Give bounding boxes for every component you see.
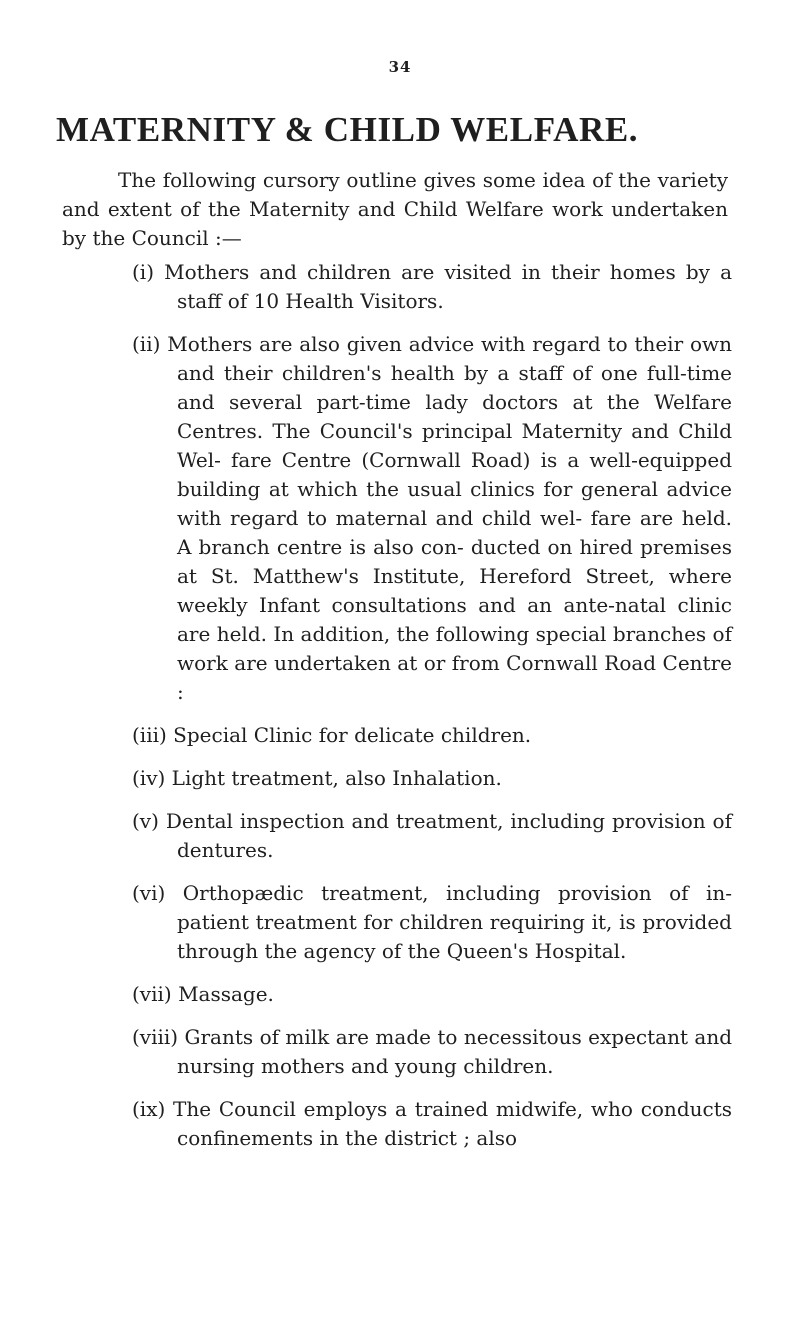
item-text: The Council employs a trained midwife, who conducts confinements in the district ; also [173,1097,732,1150]
list-item [132,258,732,316]
list-item [132,764,732,793]
list-item [132,980,732,1009]
item-number: (vii) [132,982,172,1006]
item-text: Grants of milk are made to necessitous expectant and nursing mothers and young children. [177,1025,733,1078]
list-item [132,807,732,865]
services-list [132,258,732,1167]
intro-paragraph: The following cursory outline gives some idea of the variety and extent of the Maternity and Child Welfare work undertaken by the Council :— [62,168,728,250]
item-text: Orthopædic treatment, including provision of in-patient treatment for children requiring it, is provided through the agency of the Queen's Hospital. [177,881,732,963]
item-number: (i) [132,260,155,284]
list-item [132,721,732,750]
page-title: MATERNITY & CHILD WELFARE. [56,110,639,149]
item-number: (v) [132,809,159,833]
item-number: (iii) [132,723,167,747]
item-number: (vi) [132,881,166,905]
page-number: 34 [388,58,412,76]
item-number: (ix) [132,1097,166,1121]
item-text: Light treatment, also Inhalation. [171,766,502,790]
list-item [132,1095,732,1153]
item-text: Special Clinic for delicate children. [173,723,532,747]
list-item [132,1023,732,1081]
item-text: Mothers are also given advice with regard to their own and their children's health by a staff of one full-time and several part-time lady doctors at the Welfare Centres. The Council's principal Maternity and Child Wel- fare Centre (Cornwall Road) is a well-equipped building at which the usual clinics for general advice with regard to maternal and child wel- fare are held. A branch centre is also con- ducted on hired premises at St. Matthew's Institute, Hereford Street, where weekly Infant consultations and an ante-natal clinic are held. In addition, the following special branches of work are undertaken at or from Cornwall Road Centre : [167,332,732,704]
item-number: (iv) [132,766,166,790]
item-number: (ii) [132,332,161,356]
item-text: Massage. [178,982,274,1006]
item-text: Mothers and children are visited in their homes by a staff of 10 Health Visitors. [164,260,733,313]
list-item [132,879,732,966]
list-item [132,330,732,707]
item-number: (viii) [132,1025,179,1049]
item-text: Dental inspection and treatment, including provision of dentures. [165,809,732,862]
